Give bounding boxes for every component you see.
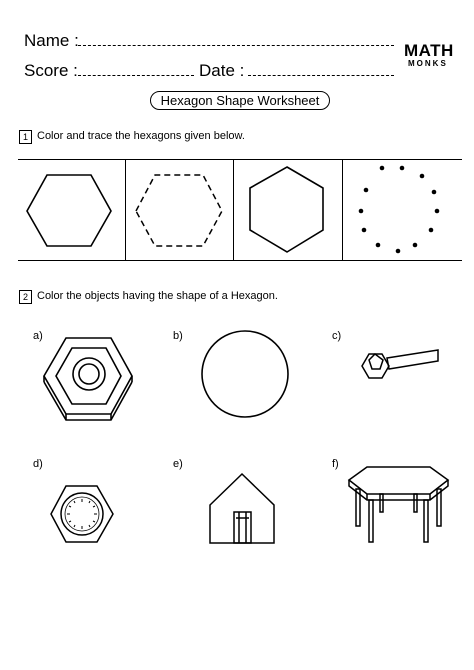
house-icon[interactable] (210, 474, 274, 543)
circle-object-icon[interactable] (202, 331, 288, 417)
q2-number: 2 (19, 290, 32, 304)
logo-monks-text: MONKS (408, 59, 448, 68)
item-e-label: e) (173, 458, 183, 470)
worksheet-title: Hexagon Shape Worksheet (150, 91, 330, 110)
item-f-label: f) (332, 458, 339, 470)
item-c-label: c) (332, 330, 342, 342)
q2-text: Color the objects having the shape of a Hexagon. (37, 290, 278, 302)
hexagon-table-icon[interactable] (349, 467, 448, 542)
hexagon-clock-icon[interactable] (51, 486, 113, 542)
bolt-icon[interactable] (362, 350, 438, 378)
item-b-label: b) (173, 330, 183, 342)
item-a-label: a) (33, 330, 43, 342)
hex-nut-icon[interactable] (44, 338, 132, 420)
name-label: Name : (24, 31, 79, 50)
q1-text: Color and trace the hexagons given below. (37, 130, 245, 142)
item-d-label: d) (33, 458, 43, 470)
date-label: Date : (199, 61, 245, 80)
logo-math-text: MATH (404, 41, 454, 60)
q1-number: 1 (19, 130, 32, 144)
score-label: Score : (24, 61, 78, 80)
